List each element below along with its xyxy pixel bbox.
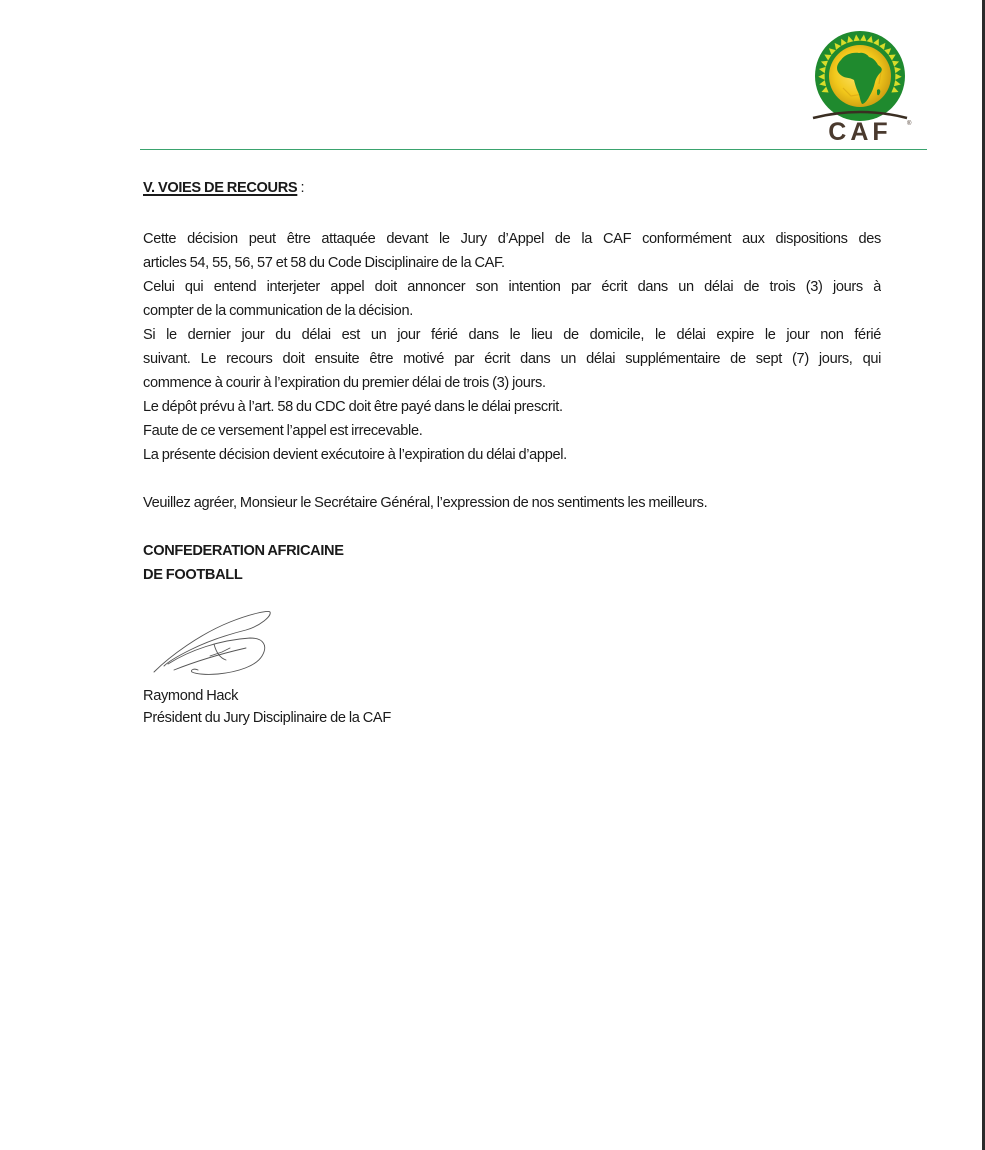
- document-body: [143, 176, 881, 587]
- signatory-name: Raymond Hack: [143, 688, 239, 704]
- body-line: compter de la communication de la décision.: [143, 303, 413, 319]
- organization-line-1: CONFEDERATION AFRICAINE: [143, 543, 344, 559]
- body-line: Faute de ce versement l’appel est irrecevable.: [143, 423, 423, 439]
- section-heading: [143, 176, 881, 200]
- body-line: articles 54, 55, 56, 57 et 58 du Code Disciplinaire de la CAF.: [143, 255, 505, 271]
- header-rule: [140, 149, 927, 150]
- body-line: Si le dernier jour du délai est un jour férié dans le lieu de domicile, le délai expire le jour non férié: [143, 327, 881, 343]
- body-line: commence à courir à l’expiration du premier délai de trois (3) jours.: [143, 375, 546, 391]
- caf-logo: [803, 30, 918, 145]
- signatory-block: [143, 685, 391, 729]
- closing-salutation: Veuillez agréer, Monsieur le Secrétaire Général, l’expression de nos sentiments les meilleurs.: [143, 495, 708, 511]
- signature: [150, 604, 280, 680]
- body-line: suivant. Le recours doit ensuite être motivé par écrit dans un délai supplémentaire de sept (7) jours, qui: [143, 351, 881, 367]
- section-heading-text: V. VOIES DE RECOURS: [143, 180, 298, 196]
- body-line: La présente décision devient exécutoire à l’expiration du délai d’appel.: [143, 447, 567, 463]
- body-line: Cette décision peut être attaquée devant le Jury d’Appel de la CAF conformément aux dispositions des: [143, 231, 881, 247]
- signatory-title: Président du Jury Disciplinaire de la CAF: [143, 710, 391, 726]
- logo-registered-mark: ®: [907, 121, 912, 127]
- section-heading-suffix: :: [297, 180, 305, 196]
- logo-text: CAF: [828, 118, 892, 145]
- organization-line-2: DE FOOTBALL: [143, 567, 243, 583]
- body-line: Le dépôt prévu à l’art. 58 du CDC doit être payé dans le délai prescrit.: [143, 399, 563, 415]
- body-line: Celui qui entend interjeter appel doit annoncer son intention par écrit dans un délai de trois (3) jours à: [143, 279, 881, 295]
